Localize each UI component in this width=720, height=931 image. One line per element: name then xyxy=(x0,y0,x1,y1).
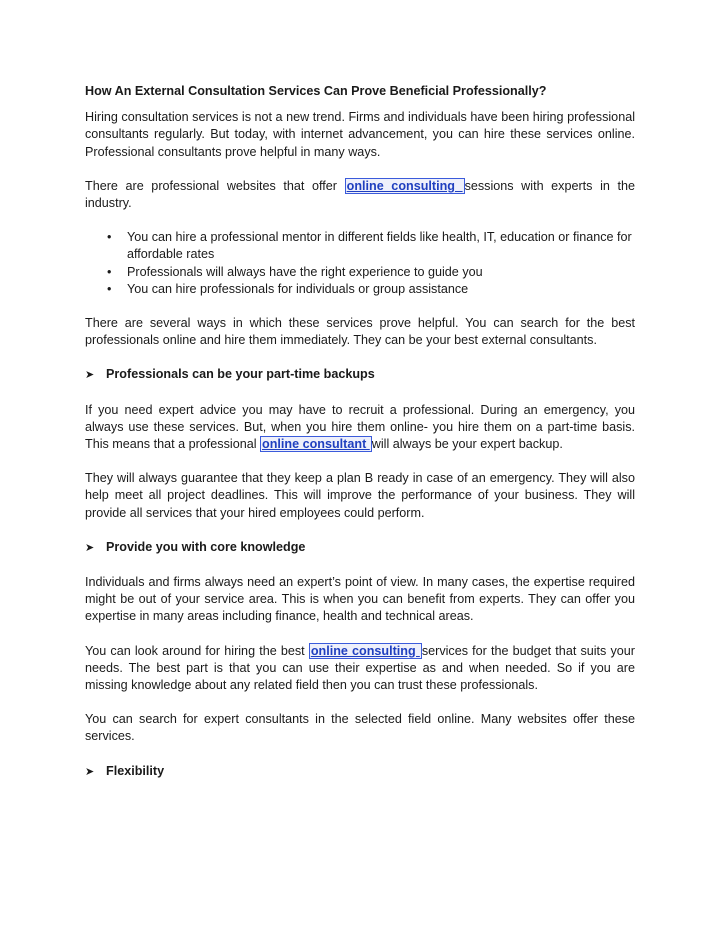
paragraph-expert-view: Individuals and firms always need an expert’s point of view. In many cases, the expertise required might be out of your service area. This is when you can benefit from experts. They can offer you expertise in many areas including finance, health and technical areas. xyxy=(85,575,635,624)
arrowhead-bullet-icon: ➤ xyxy=(85,369,95,382)
section-heading-text: Flexibility xyxy=(106,763,165,778)
list-item xyxy=(107,229,635,263)
paragraph-text: will always be your expert backup. xyxy=(371,437,563,452)
paragraph-search: You can search for expert consultants in the selected field online. Many websites offer these services. xyxy=(85,712,635,744)
section-heading-core-knowledge xyxy=(85,539,635,557)
section-heading-text: Professionals can be your part-time backups xyxy=(106,367,375,382)
paragraph-text: There are professional websites that offer xyxy=(85,178,345,193)
paragraph-ways: There are several ways in which these services prove helpful. You can search for the best professionals online and hire them immediately. They can be your best external consultants. xyxy=(85,316,635,348)
bullet-dot-icon: • xyxy=(107,230,112,245)
online-consultant-link[interactable]: online consultant xyxy=(262,437,370,452)
paragraph-plan-b: They will always guarantee that they keep a plan B ready in case of an emergency. They will also help meet all project deadlines. This will improve the performance of your business. They will provide all services that your hired employees could perform. xyxy=(85,471,635,520)
paragraph-text: sessions with experts in the industry. xyxy=(85,178,635,211)
paragraph-budget xyxy=(85,643,635,695)
paragraph-websites xyxy=(85,178,635,212)
intro-paragraph: Hiring consultation services is not a new trend. Firms and individuals have been hiring professional consultants regularly. But today, with internet advancement, you can hire these services online. Professional consultants prove helpful in many ways. xyxy=(85,110,635,159)
document-title: How An External Consultation Services Can Prove Beneficial Professionally? xyxy=(85,84,547,98)
section-heading-text: Provide you with core knowledge xyxy=(106,539,306,554)
paragraph-text: If you need expert advice you may have to recruit a professional. During an emergency, you always use these services. But, when you hire them online- you hire them on a part-time basis. This means that a professional xyxy=(85,402,635,452)
section-heading-backups xyxy=(85,366,635,384)
paragraph-expert-advice xyxy=(85,402,635,454)
paragraph-text: services for the budget that suits your needs. The best part is that you can use their expertise as and when needed. So if you are missing knowledge about any related field then you can trust these professionals. xyxy=(85,643,635,693)
benefits-list xyxy=(85,229,635,298)
bullet-dot-icon: • xyxy=(107,264,112,279)
list-item xyxy=(107,281,635,298)
list-item xyxy=(107,264,635,281)
document-page xyxy=(85,83,635,798)
online-consulting-link[interactable]: online consulting xyxy=(346,178,463,193)
arrowhead-bullet-icon: ➤ xyxy=(85,765,95,778)
section-heading-flexibility xyxy=(85,763,635,781)
online-consulting-link[interactable]: online consulting xyxy=(310,643,420,658)
bullet-dot-icon: • xyxy=(107,281,112,296)
list-item-text: You can hire professionals for individuals or group assistance xyxy=(127,281,469,296)
list-item-text: You can hire a professional mentor in different fields like health, IT, education or finance for affordable rates xyxy=(127,230,632,262)
paragraph-text: You can look around for hiring the best xyxy=(85,643,309,658)
list-item-text: Professionals will always have the right experience to guide you xyxy=(127,264,483,279)
arrowhead-bullet-icon: ➤ xyxy=(85,541,95,554)
